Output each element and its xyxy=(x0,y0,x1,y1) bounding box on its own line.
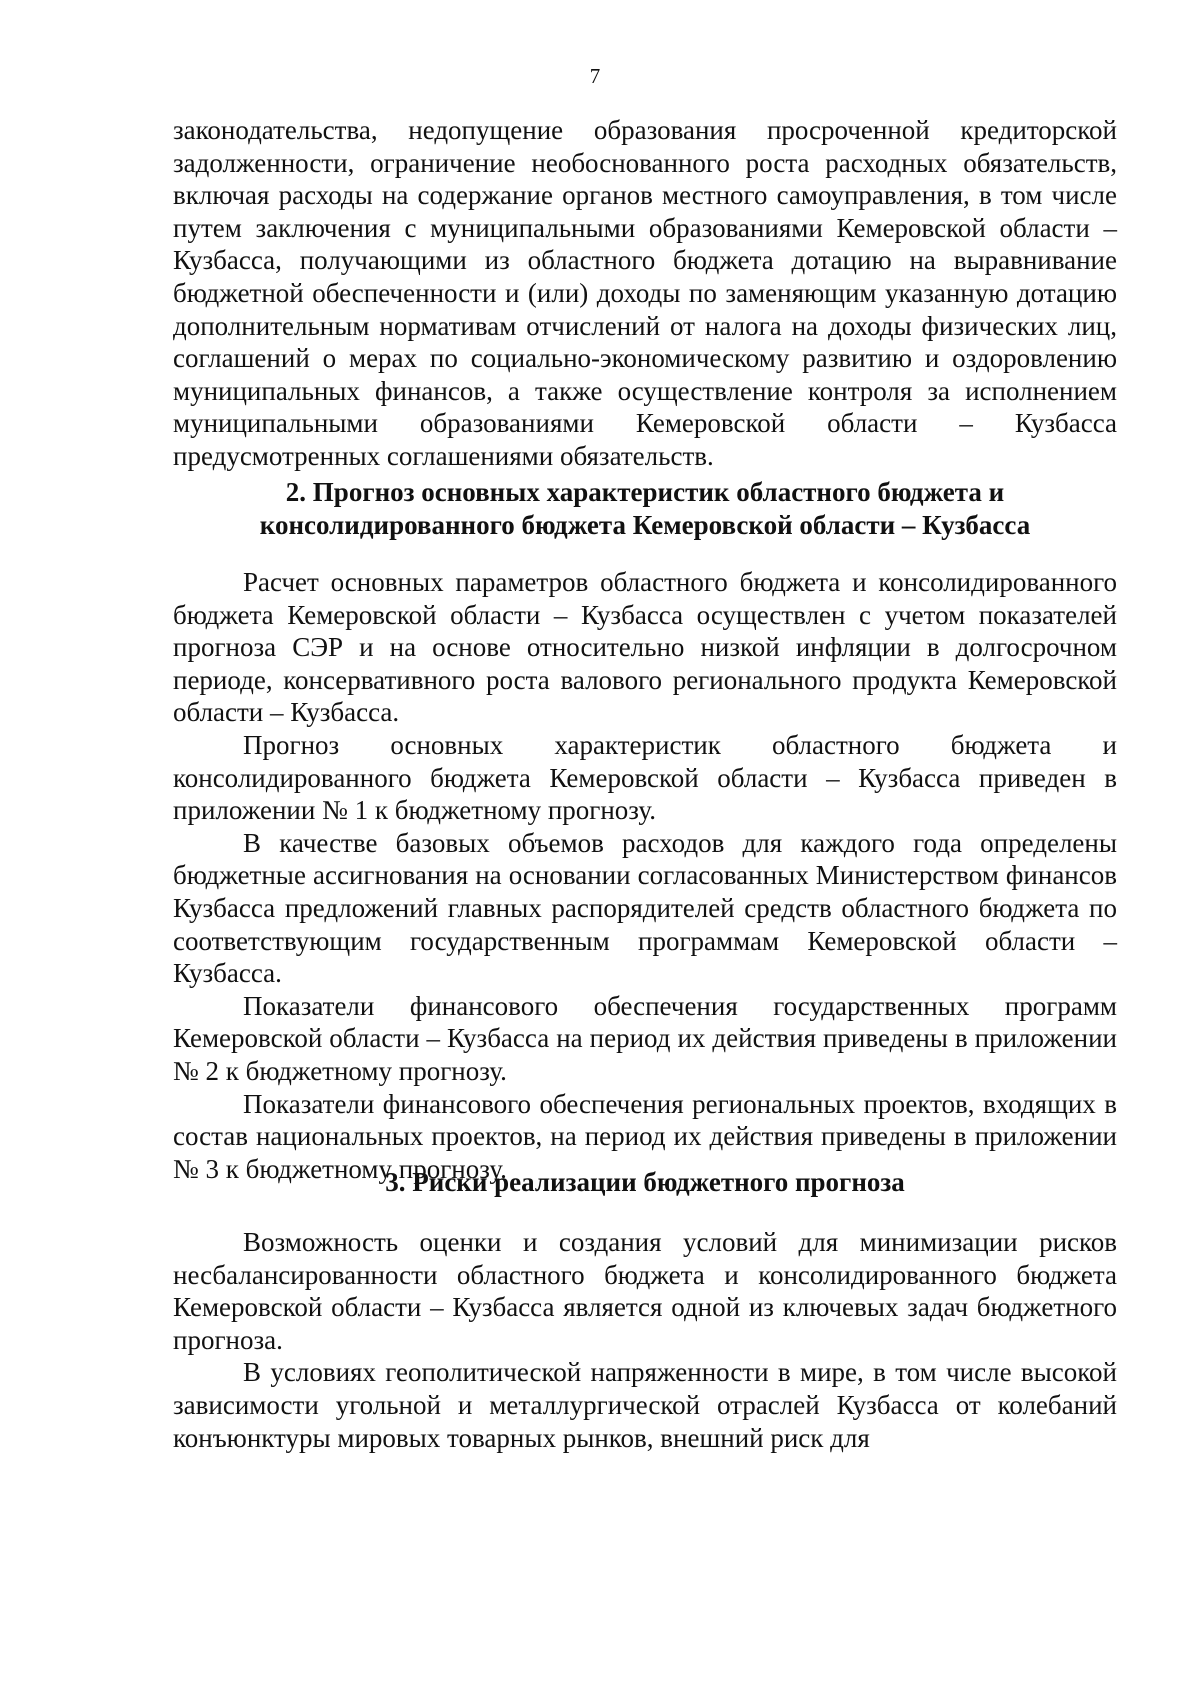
section-3-body xyxy=(173,1226,1117,1454)
section-2-heading xyxy=(120,476,1170,542)
page-number: 7 xyxy=(589,64,601,88)
section-3-heading: 3. Риски реализации бюджетного прогноза xyxy=(385,1167,905,1197)
section-2-paragraph-5: Показатели финансового обеспечения региональных проектов, входящих в состав национальных проектов, на период их действия приведены в приложении № 3 к бюджетному прогнозу. xyxy=(173,1088,1117,1184)
section-2-paragraph-1: Расчет основных параметров областного бюджета и консолидированного бюджета Кемеровской области – Кузбасса осуществлен с учетом показателей прогноза СЭР и на основе относительно низкой инфляции в долгосрочном периоде, консервативного роста валового регионального продукта Кемеровской области – Кузбасса. xyxy=(173,567,1117,728)
section-2-paragraph-3: В качестве базовых объемов расходов для каждого года определены бюджетные ассигнования на основании согласованных Министерством финансов Кузбасса предложений главных распорядителей средств областного бюджета по соответствующим государственным программам Кемеровской области – Кузбасса. xyxy=(173,827,1117,989)
section-3-paragraph-2: В условиях геополитической напряженности в мире, в том числе высокой зависимости угольной и металлургической отраслей Кузбасса от колебаний конъюнктуры мировых товарных рынков, внешний риск для xyxy=(173,1357,1117,1453)
intro-text-block xyxy=(173,114,1117,473)
section-2-paragraph-2: Прогноз основных характеристик областного бюджета и консолидированного бюджета Кемеровской области – Кузбасса приведен в приложении № 1 к бюджетному прогнозу. xyxy=(173,729,1117,826)
section-2-body xyxy=(173,566,1117,1185)
section-2-heading-line-2: консолидированного бюджета Кемеровской области – Кузбасса xyxy=(259,510,1031,540)
section-2-paragraph-4: Показатели финансового обеспечения государственных программ Кемеровской области – Кузбасса на период их действия приведены в приложении № 2 к бюджетному прогнозу. xyxy=(173,990,1117,1086)
intro-paragraph: законодательства, недопущение образования просроченной кредиторской задолженности, ограничение необоснованного роста расходных обязательств, включая расходы на содержание органов местного самоуправления, в том числе путем заключения с муниципальными образованиями Кемеровской области – Кузбасса, получающими из областного бюджета дотацию на выравнивание бюджетной обеспеченности и (или) доходы по заменяющим указанную дотацию дополнительным нормативам отчислений от налога на доходы физических лиц, соглашений о мерах по социально-экономическому развитию и оздоровлению муниципальных финансов, а также осуществление контроля за исполнением муниципальными образованиями Кемеровской области – Кузбасса предусмотренных соглашениями обязательств. xyxy=(173,115,1117,471)
section-3-paragraph-1: Возможность оценки и создания условий для минимизации рисков несбалансированности областного бюджета и консолидированного бюджета Кемеровской области – Кузбасса является одной из ключевых задач бюджетного прогноза. xyxy=(173,1227,1117,1355)
section-2-heading-line-1: 2. Прогноз основных характеристик областного бюджета и xyxy=(285,477,1005,507)
